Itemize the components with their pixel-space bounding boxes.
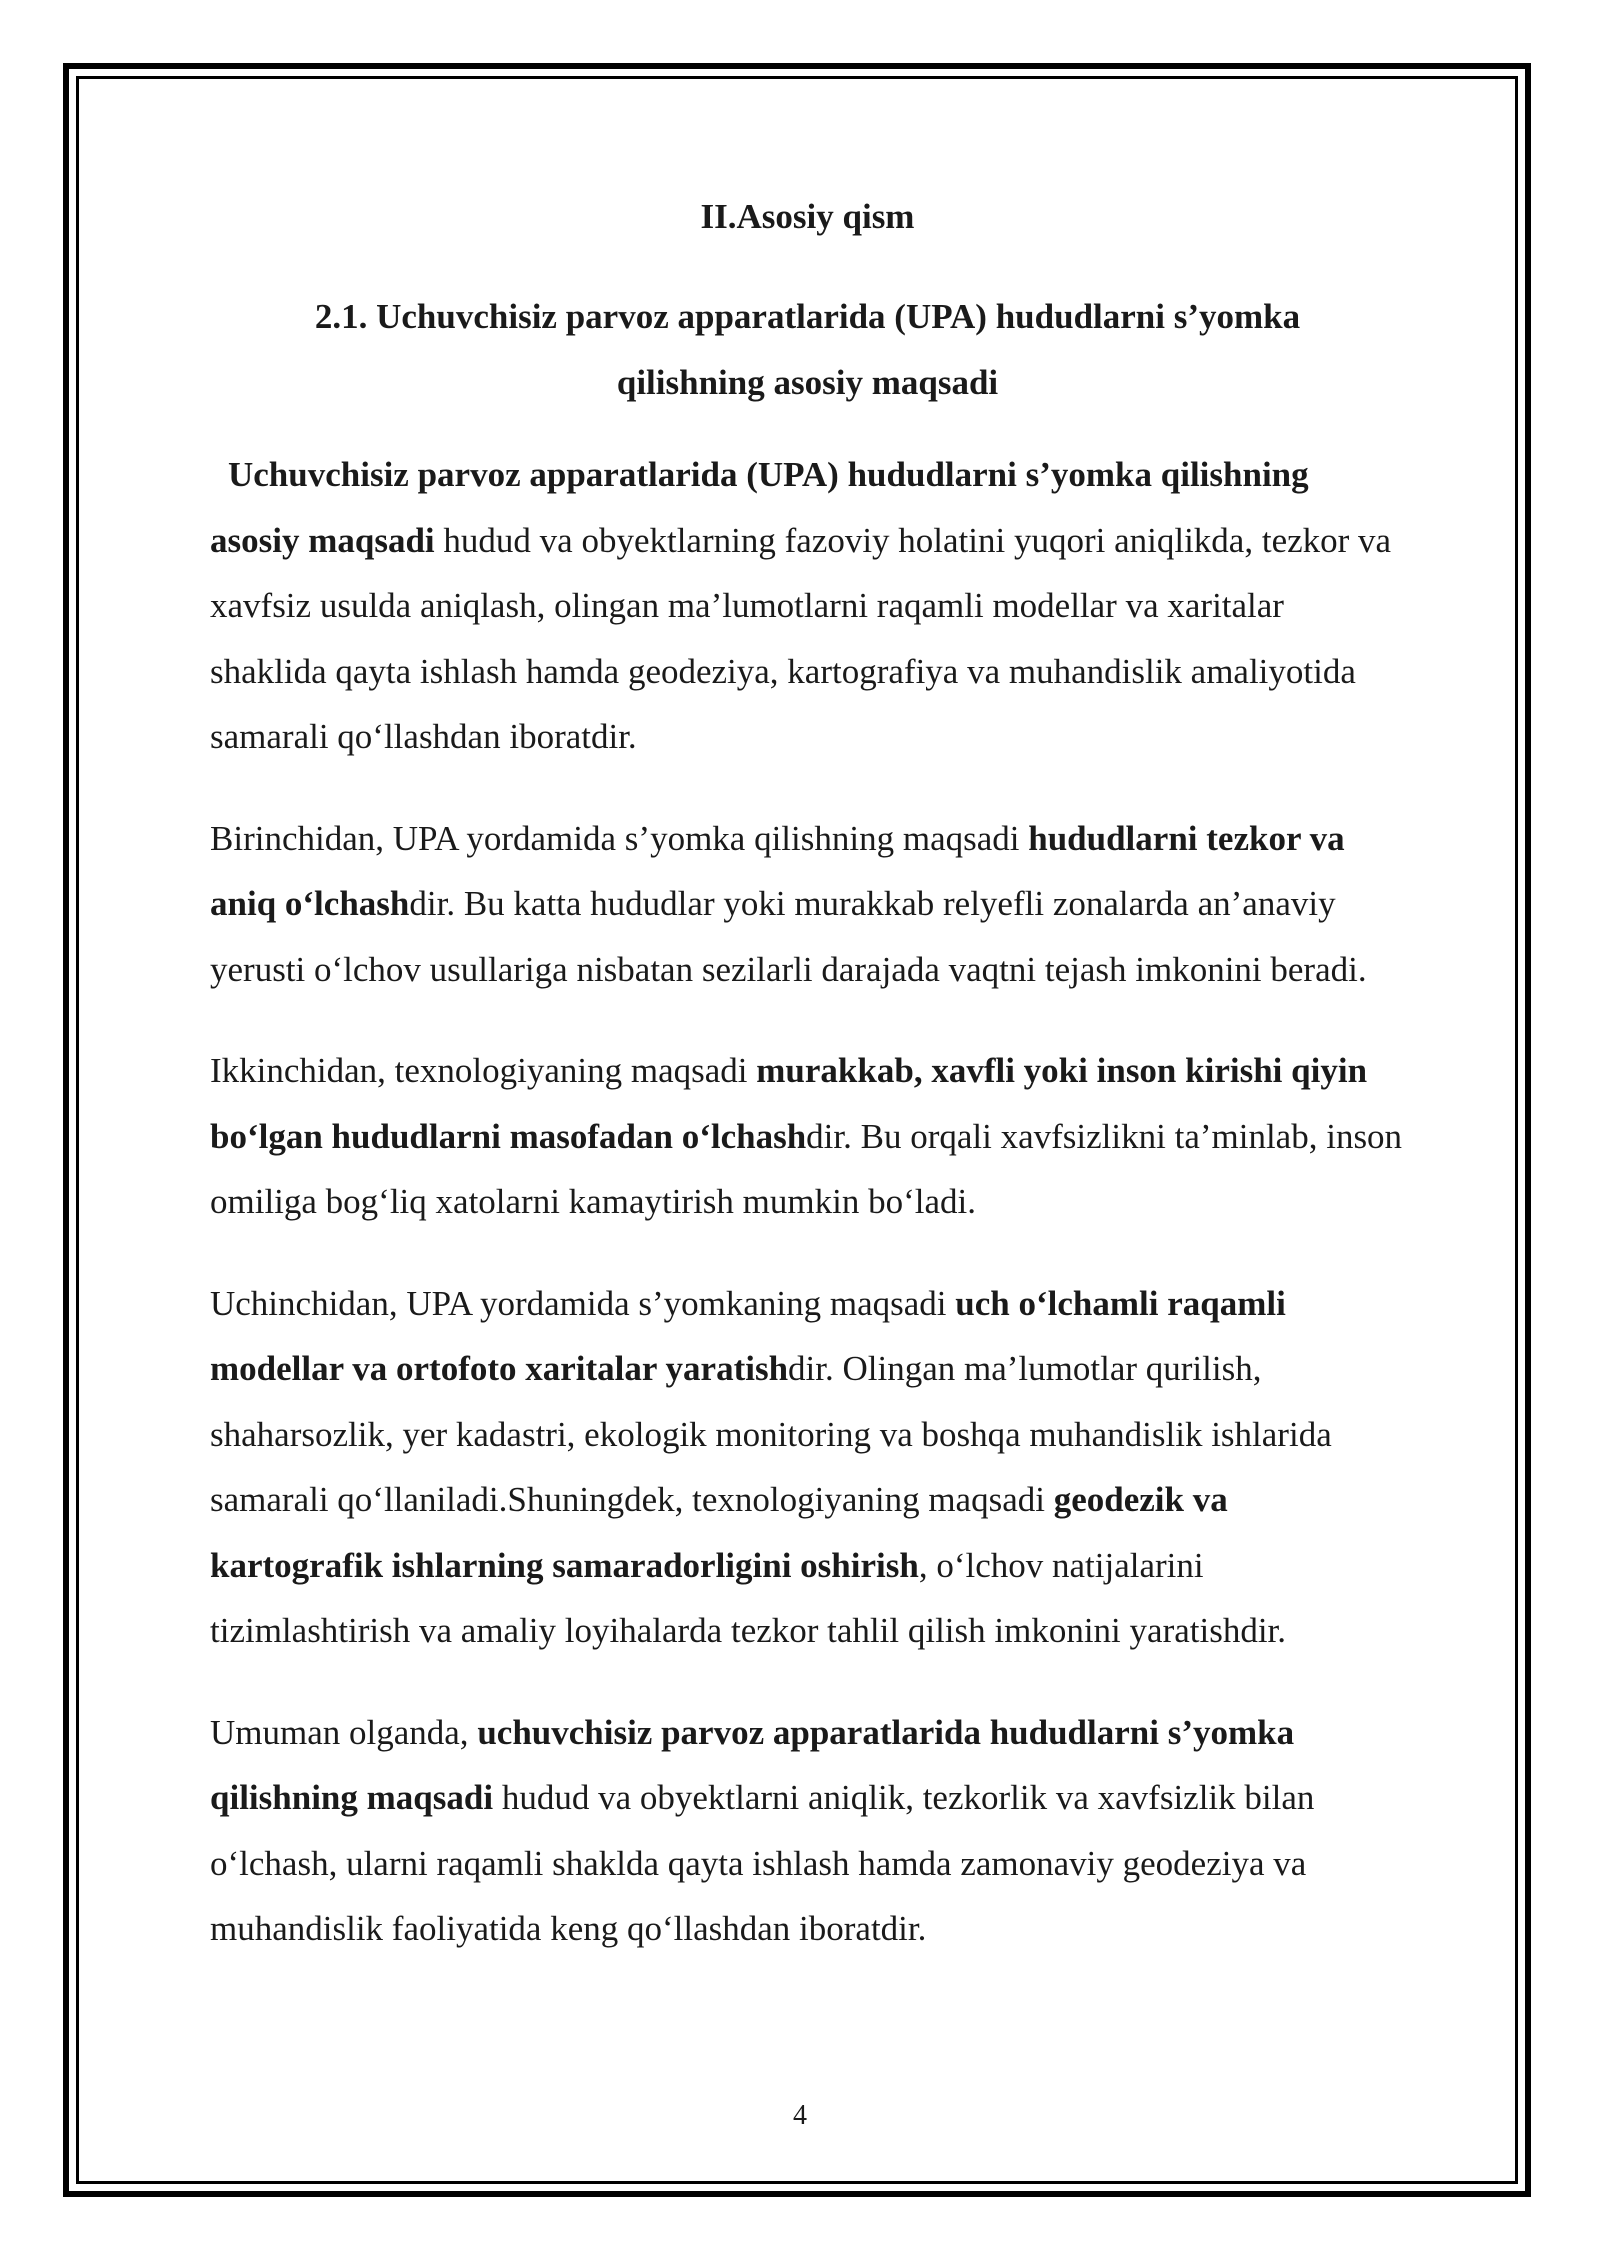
paragraph-3-text: dir. Bu orqali xavfsizlikni ta’minlab, inson omiliga bog‘liq xatolarni kamaytirish mumkin bo‘ladi. xyxy=(210,1116,1403,1221)
paragraph-5-intro: Umuman olganda, xyxy=(210,1712,478,1752)
paragraph-4-intro: Uchinchidan, UPA yordamida s’yomkaning maqsadi xyxy=(210,1283,956,1323)
paragraph-2-bold: hududlarni tezkor va aniq o‘lchash xyxy=(210,818,1345,923)
paragraph-3-bold: murakkab, xavfli yoki inson kirishi qiyin bo‘lgan hududlarni masofadan o‘lchash xyxy=(210,1051,1368,1156)
paragraph-4-text: , o‘lchov natijalarini tizimlashtirish va amaliy loyihalarda tezkor tahlil qilish imkonini yaratishdir. xyxy=(210,1545,1287,1650)
paragraph-2-intro: Birinchidan, UPA yordamida s’yomka qilishning maqsadi xyxy=(210,818,1029,858)
paragraph-4-middle: dir. Olingan ma’lumotlar qurilish, shaharsozlik, yer kadastri, ekologik monitoring va boshqa muhandislik ishlarida samarali qo‘llaniladi.Shuningdek, texnologiyaning maqsadi xyxy=(210,1349,1332,1519)
paragraph-5-text: hudud va obyektlarni aniqlik, tezkorlik va xavfsizlik bilan o‘lchash, ularni raqamli shaklda qayta ishlash hamda zamonaviy geodeziya va muhandislik faoliyatida keng qo‘llashdan iboratdir. xyxy=(210,1778,1315,1948)
paragraph-1-bold: Uchuvchisiz parvoz apparatlarida (UPA) hududlarni s’yomka qilishning asosiy maqsadi xyxy=(210,455,1309,560)
paragraph-3-intro: Ikkinchidan, texnologiyaning maqsadi xyxy=(210,1051,757,1090)
paragraph-4 xyxy=(210,1271,1405,1664)
document-body xyxy=(210,186,1405,1998)
section-title: II.Asosiy qism xyxy=(700,197,915,236)
paragraph-4-bold: uch o‘lchamli raqamli modellar va ortofoto xaritalar yaratish xyxy=(210,1283,1286,1388)
subsection-title-line2: qilishning asosiy maqsadi xyxy=(616,363,999,402)
paragraph-2-text: dir. Bu katta hududlar yoki murakkab relyefli zonalarda an’anaviy yerusti o‘lchov usullariga nisbatan sezilarli darajada vaqtni tejash imkonini beradi. xyxy=(210,884,1367,989)
page-number: 4 xyxy=(793,2100,807,2131)
paragraph-3 xyxy=(210,1038,1405,1235)
paragraph-4-bold-2: geodezik va kartografik ishlarning samaradorligini oshirish xyxy=(210,1480,1228,1585)
subsection-title-line1: 2.1. Uchuvchisiz parvoz apparatlarida (UPA) hududlarni s’yomka xyxy=(314,297,1301,336)
paragraph-2 xyxy=(210,806,1405,1003)
subsection-title xyxy=(210,284,1405,416)
paragraph-5-bold: uchuvchisiz parvoz apparatlarida hududlarni s’yomka qilishning maqsadi xyxy=(210,1712,1295,1817)
paragraph-1-text: hudud va obyektlarning fazoviy holatini yuqori aniqlikda, tezkor va xavfsiz usulda aniqlash, olingan ma’lumotlarni raqamli modellar va xaritalar shaklida qayta ishlash hamda geodeziya, kartografiya va muhandislik amaliyotida samarali qo‘llashdan iboratdir. xyxy=(210,520,1392,756)
paragraph-1 xyxy=(210,442,1405,770)
paragraph-5 xyxy=(210,1700,1405,1962)
